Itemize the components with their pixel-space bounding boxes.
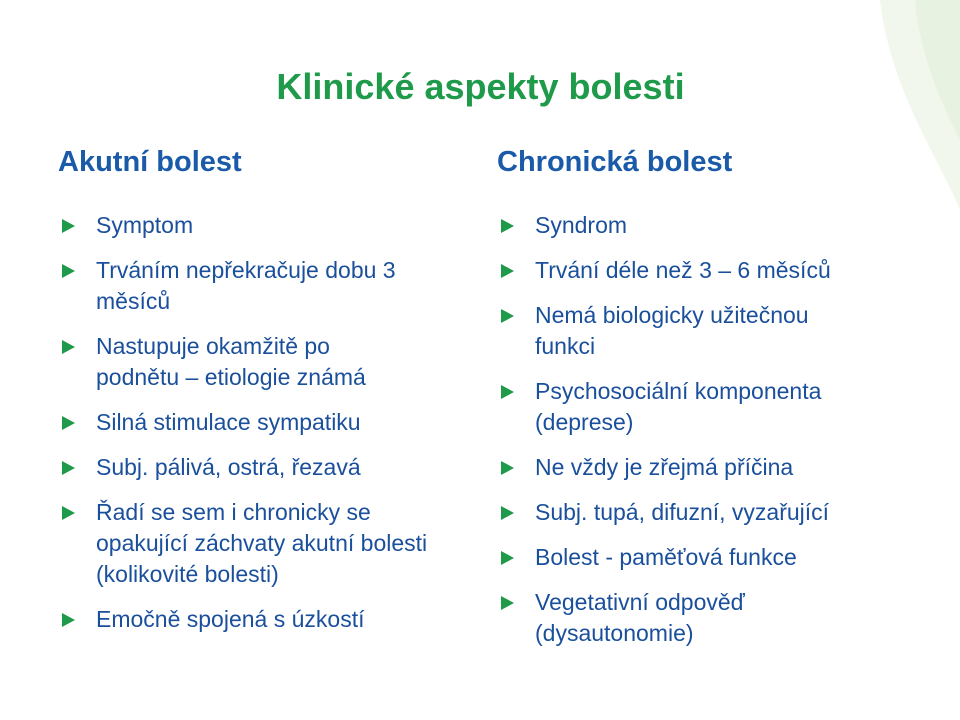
acute-pain-list [58,210,458,635]
acute-pain-heading: Akutní bolest [58,146,242,178]
slide-title: Klinické aspekty bolesti [276,66,685,107]
list-item: Nastupuje okamžitě po podnětu – etiologie známá [58,331,416,393]
triangle-right-icon [62,613,75,627]
list-item: Symptom [58,210,458,241]
list-item: Subj. pálivá, ostrá, řezavá [58,452,458,483]
acute-pain-column [58,140,458,649]
triangle-right-icon [501,596,514,610]
list-item: Trváním nepřekračuje dobu 3 měsíců [58,255,458,317]
list-item: Subj. tupá, difuzní, vyzařující [497,497,917,528]
triangle-right-icon [501,551,514,565]
list-item: Syndrom [497,210,917,241]
chronic-pain-heading: Chronická bolest [497,146,733,178]
list-item: Nemá biologicky užitečnou funkci [497,300,865,362]
list-item: Emočně spojená s úzkostí [58,604,458,635]
chronic-pain-list [497,210,917,649]
list-item: Bolest - paměťová funkce [497,542,917,573]
triangle-right-icon [501,309,514,323]
triangle-right-icon [501,264,514,278]
triangle-right-icon [62,506,75,520]
list-item: Trvání déle než 3 – 6 měsíců [497,255,917,286]
list-item: Řadí se sem i chronicky se opakující záchvaty akutní bolesti (kolikovité bolesti) [58,497,456,590]
list-item: Vegetativní odpověď (dysautonomie) [497,587,835,649]
list-item: Silná stimulace sympatiku [58,407,458,438]
triangle-right-icon [62,340,75,354]
triangle-right-icon [501,506,514,520]
chronic-pain-column [497,140,917,663]
triangle-right-icon [62,416,75,430]
triangle-right-icon [501,385,514,399]
list-item: Psychosociální komponenta (deprese) [497,376,880,438]
triangle-right-icon [62,264,75,278]
triangle-right-icon [501,461,514,475]
triangle-right-icon [62,219,75,233]
triangle-right-icon [62,461,75,475]
list-item: Ne vždy je zřejmá příčina [497,452,917,483]
triangle-right-icon [501,219,514,233]
